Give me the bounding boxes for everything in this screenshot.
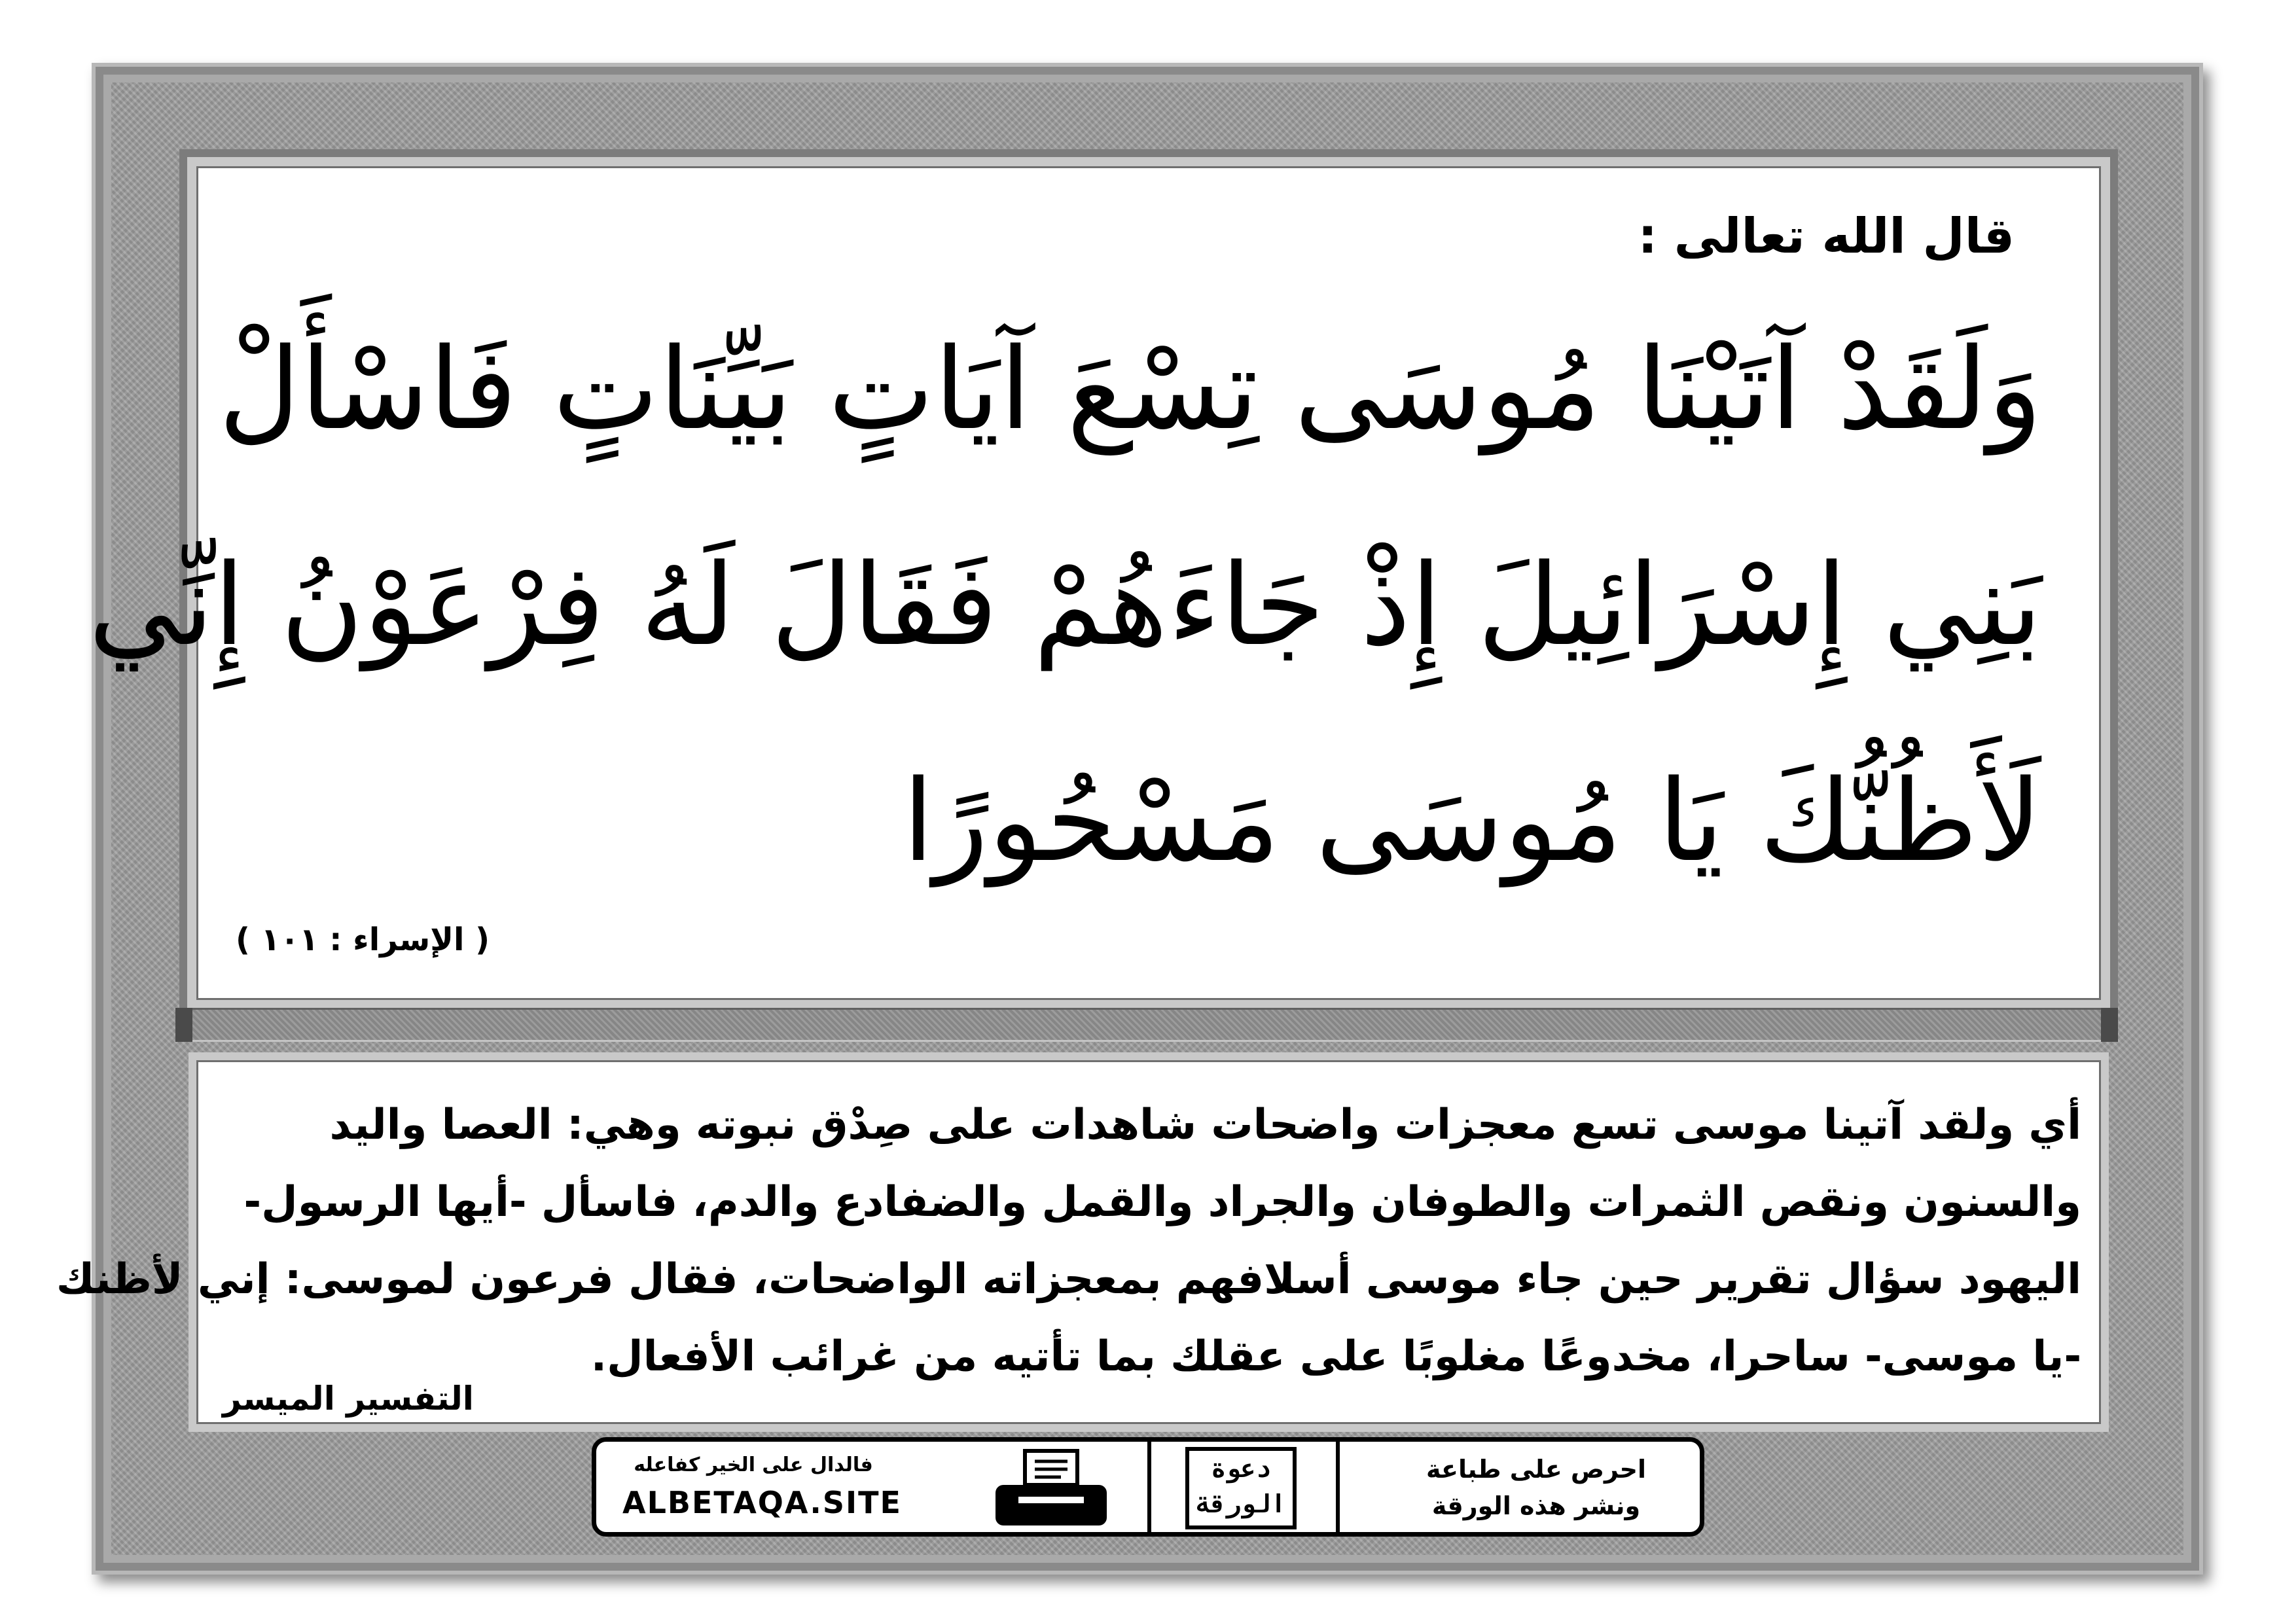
verse-line-2: بَنِي إِسْرَائِيلَ إِذْ جَاءَهُمْ فَقَالَ لَهُ فِرْعَوْنُ إِنِّي (88, 539, 2042, 671)
tafsir-line-1: أي ولقد آتينا موسى تسع معجزات واضحات شاهدات على صِدْق نبوته وهي: العصا واليد (329, 1101, 2081, 1149)
footer-separator-1 (1147, 1437, 1151, 1537)
footer-site-block (622, 1451, 902, 1525)
tafsir-line-2: والسنون ونقص الثمرات والطوفان والجراد والقمل والضفادع والدم، فاسأل -أيها الرسول- (243, 1178, 2081, 1226)
cta-line-1: احرص على طباعة (1426, 1455, 1647, 1484)
tafsir-source: التفسير الميسر (223, 1380, 474, 1418)
cta-line-2: ونشر هذه الورقة (1431, 1491, 1641, 1520)
tafsir-line-3: اليهود سؤال تقرير حين جاء موسى أسلافهم بمعجزاته الواضحات، فقال فرعون لموسى: إني لأظنك (56, 1255, 2081, 1304)
footer-slogan: فالدال على الخير كفاعله (634, 1454, 873, 1476)
footer-separator-2 (1336, 1437, 1340, 1537)
footer-bar (592, 1437, 1704, 1537)
logo-word-bottom: الورقة (1196, 1489, 1286, 1518)
site-link[interactable]: ALBETAQA.SITE (622, 1485, 902, 1520)
quran-verse (88, 281, 2042, 929)
verse-reference: ( الإسراء : ١٠١ ) (236, 921, 490, 958)
logo-word-top: دعوة (1211, 1454, 1271, 1483)
logo-box (1185, 1447, 1297, 1529)
tafsir-text (56, 1086, 2081, 1395)
dawa-logo (1172, 1447, 1310, 1529)
footer-call-to-action (1399, 1451, 1674, 1524)
verse-line-3: لَأَظُنُّكَ يَا مُوسَى مَسْحُورًا (903, 755, 2042, 887)
printer-icon (989, 1447, 1113, 1529)
section-divider (175, 1008, 2118, 1042)
verse-line-1: وَلَقَدْ آتَيْنَا مُوسَى تِسْعَ آيَاتٍ بَيِّنَاتٍ فَاسْأَلْ (218, 323, 2042, 455)
verse-intro: قال الله تعالى : (1638, 208, 2015, 264)
tafsir-line-4: -يا موسى- ساحرا، مخدوعًا مغلوبًا على عقلك بما تأتيه من غرائب الأفعال. (590, 1332, 2081, 1381)
